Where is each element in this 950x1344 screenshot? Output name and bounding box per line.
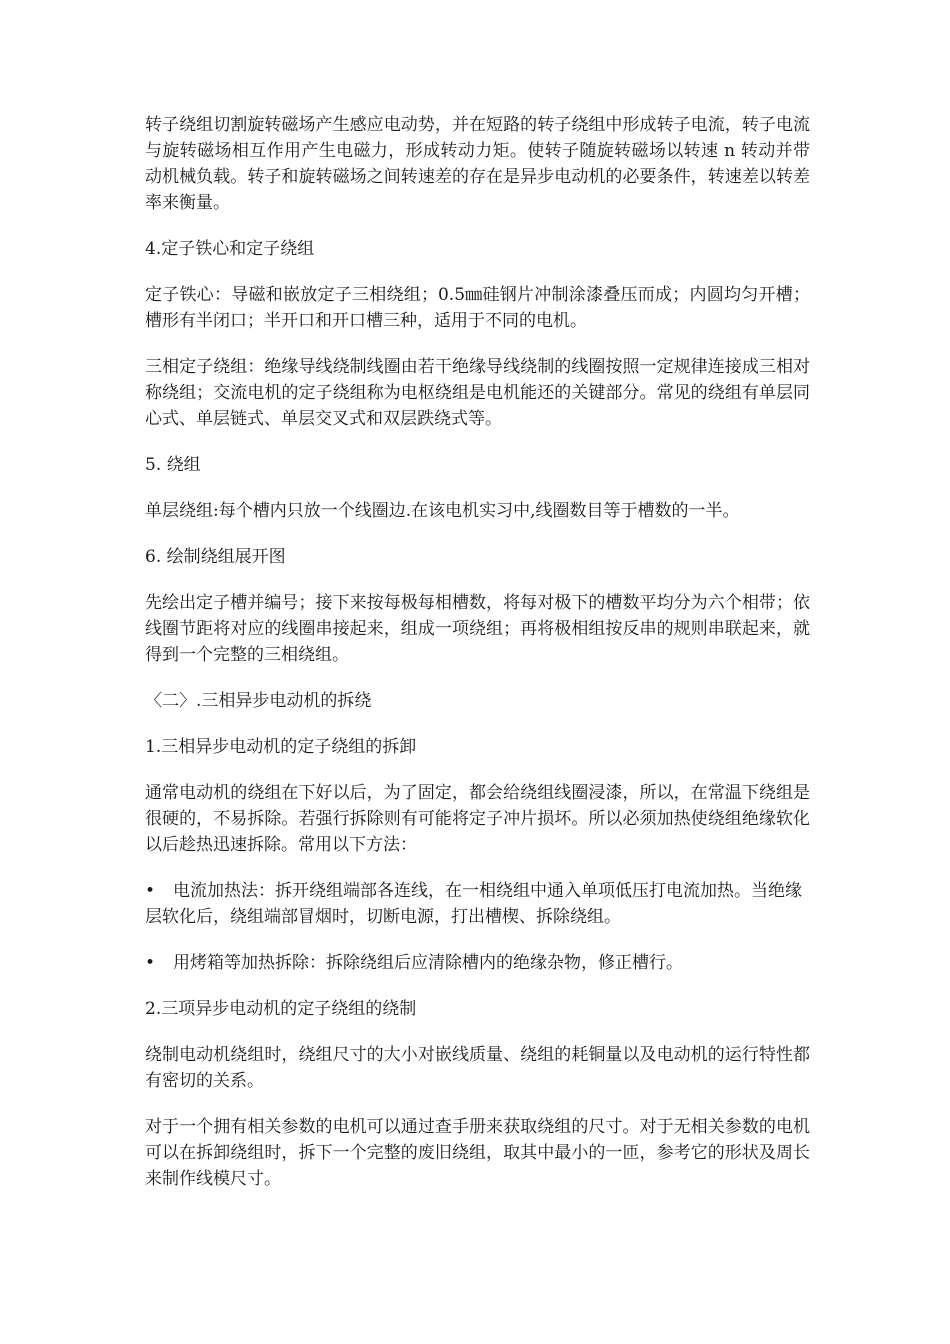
heading-stator-winding-making: 2.三项异步电动机的定子绕组的绕制 [145, 999, 417, 1019]
document-body [145, 112, 810, 1212]
heading-stator-core-and-winding: 4.定子铁心和定子绕组 [145, 239, 315, 259]
bullet-marker: • [145, 953, 156, 973]
list-item-text: 电流加热法：拆开绕组端部各连线，在一相绕组中通入单项低压打电流加热。当绝缘层软化后，绕组端部冒烟时，切断电源，打出槽楔、拆除绕组。 [145, 881, 802, 927]
list-item-oven-heating [145, 950, 810, 976]
paragraph-stator-core: 定子铁心：导磁和嵌放定子三相绕组；0.5㎜硅钢片冲制涂漆叠压而成；内圆均匀开槽；槽形有半闭口；半开口和开口槽三种，适用于不同的电机。 [145, 285, 810, 331]
heading-section-rewinding: 〈二〉.三相异步电动机的拆绕 [145, 691, 372, 711]
heading-stator-winding-removal: 1.三相异步电动机的定子绕组的拆卸 [145, 737, 417, 757]
list-item-current-heating [145, 878, 810, 930]
paragraph-winding-size-method: 对于一个拥有相关参数的电机可以通过查手册来获取绕组的尺寸。对于无相关参数的电机可以在拆卸绕组时，拆下一个完整的废旧绕组，取其中最小的一匝，参考它的形状及周长来制作线模尺寸。 [145, 1117, 810, 1189]
bullet-marker: • [145, 881, 156, 901]
paragraph-three-phase-stator-winding: 三相定子绕组：绝缘导线绕制线圈由若干绝缘导线绕制的线圈按照一定规律连接成三相对称绕组；交流电机的定子绕组称为电枢绕组是电机能还的关键部分。常见的绕组有单层同心式、单层链式、单层交叉式和双层跌绕式等。 [145, 357, 810, 429]
paragraph-draw-steps: 先绘出定子槽并编号；接下来按每极每相槽数，将每对极下的槽数平均分为六个相带；依线圈节距将对应的线圈串接起来，组成一项绕组；再将极相组按反串的规则串联起来，就得到一个完整的三相绕组。 [145, 593, 810, 665]
heading-winding: 5. 绕组 [145, 455, 201, 475]
list-item-text: 用烤箱等加热拆除：拆除绕组后应清除槽内的绝缘杂物，修正槽行。 [173, 953, 683, 973]
paragraph-winding-size-importance: 绕制电动机绕组时，绕组尺寸的大小对嵌线质量、绕组的耗铜量以及电动机的运行特性都有密切的关系。 [145, 1045, 810, 1091]
heading-draw-winding-diagram: 6. 绘制绕组展开图 [145, 547, 286, 567]
paragraph-removal-intro: 通常电动机的绕组在下好以后，为了固定，都会给绕组线圈浸漆，所以，在常温下绕组是很硬的，不易拆除。若强行拆除则有可能将定子冲片损坏。所以必须加热使绕组绝缘软化以后趁热迅速拆除。常用以下方法： [145, 783, 810, 855]
paragraph-single-layer-winding: 单层绕组:每个槽内只放一个线圈边.在该电机实习中,线圈数目等于槽数的一半。 [145, 501, 740, 521]
paragraph-rotor-principle: 转子绕组切割旋转磁场产生感应电动势，并在短路的转子绕组中形成转子电流，转子电流与旋转磁场相互作用产生电磁力，形成转动力矩。使转子随旋转磁场以转速 n 转动并带动机械负载。转子和旋转磁场之间转速差的存在是异步电动机的必要条件，转速差以转差率来衡量。 [145, 115, 810, 213]
